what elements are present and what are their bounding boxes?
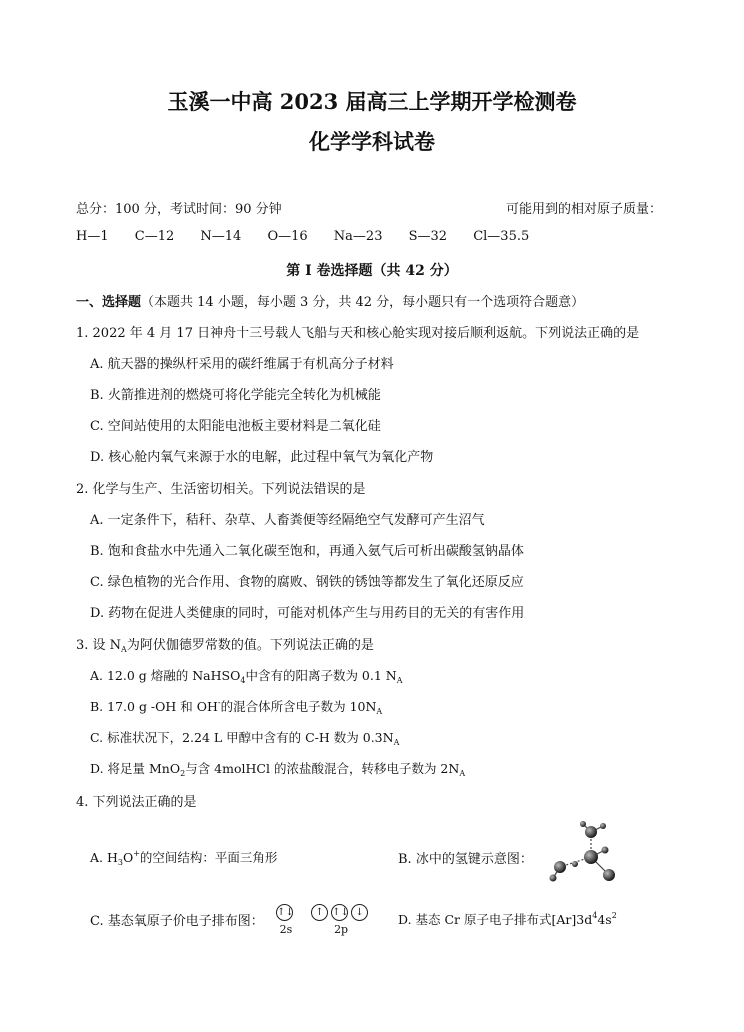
exam-total-info: 总分：100 分，考试时间：90 分钟 xyxy=(76,202,282,217)
q2-option-c: C. 绿色植物的光合作用、食物的腐败、钢铁的锈蚀等都发生了氧化还原反应 xyxy=(90,575,524,590)
q1-option-d: D. 核心舱内氧气来源于水的电解，此过程中氧气为氧化产物 xyxy=(90,450,434,465)
q2-option-d: D. 药物在促进人类健康的同时，可能对机体产生与用药目的无关的有害作用 xyxy=(90,606,525,621)
orbital-label: 2p xyxy=(334,923,349,936)
part-note: （本题共 14 小题，每小题 3 分，共 42 分，每小题只有一个选项符合题意） xyxy=(141,295,585,310)
q1-option-c: C. 空间站使用的太阳能电池板主要材料是二氧化硅 xyxy=(90,419,381,434)
element-item: Cl—35.5 xyxy=(473,229,530,244)
q4-option-b: B. 冰中的氢键示意图： xyxy=(398,852,533,867)
q3-option-c: C. 标准状况下，2.24 L 甲醇中含有的 C-H 数为 $0.3N_A$ xyxy=(90,730,400,747)
element-item: Na—23 xyxy=(333,229,383,244)
element-item: N—14 xyxy=(200,229,242,244)
orbital-2p xyxy=(311,900,371,936)
part-header xyxy=(76,291,584,310)
atomic-mass-label: 可能用到的相对原子质量： xyxy=(506,202,663,217)
orbital-2s xyxy=(276,900,296,936)
q3-stem: 3. 设 $N_A$为阿伏伽德罗常数的值。下列说法正确的是 xyxy=(76,638,374,654)
orbital-box: ↑ xyxy=(311,904,328,921)
q4-option-d: D. 基态 Cr 原子电子排布式$[Ar]3d^44s^2$ xyxy=(398,911,617,927)
part-label: 一、选择题 xyxy=(76,295,142,310)
element-list xyxy=(76,229,551,244)
ice-hydrogen-bond-diagram xyxy=(545,820,625,890)
q4-stem: 4. 下列说法正确的是 xyxy=(76,795,197,810)
q2-stem: 2. 化学与生产、生活密切相关。下列说法错误的是 xyxy=(76,482,366,497)
element-item: C—12 xyxy=(134,229,175,244)
section-heading: 第 I 卷选择题（共 42 分） xyxy=(286,263,458,279)
element-item: O—16 xyxy=(267,229,308,244)
q1-stem: 1. 2022 年 4 月 17 日神舟十三号载人飞船与天和核心舱实现对接后顺利返航。下列说法正确的是 xyxy=(76,326,640,341)
q2-option-a: A. 一定条件下，秸秆、杂草、人畜粪便等经隔绝空气发酵可产生沼气 xyxy=(90,513,485,528)
q4-option-c: C. 基态氧原子价电子排布图： xyxy=(90,914,264,929)
q2-option-b: B. 饱和食盐水中先通入二氧化碳至饱和，再通入氨气后可析出碳酸氢钠晶体 xyxy=(90,544,524,559)
orbital-box: ↑↓ xyxy=(276,904,293,921)
q1-option-a: A. 航天器的操纵杆采用的碳纤维属于有机高分子材料 xyxy=(90,357,394,372)
orbital-box: ↓ xyxy=(351,904,368,921)
q3-option-b: B. 17.0 g -OH 和 OH-的混合体所含电子数为 $10N_A$ xyxy=(90,698,383,716)
q4-option-a: A. $H_3O^+$的空间结构：平面三角形 xyxy=(90,849,278,867)
exam-title: 玉溪一中高 2023 届高三上学期开学检测卷 xyxy=(167,89,577,114)
element-item: H—1 xyxy=(76,229,109,244)
element-item: S—32 xyxy=(408,229,448,244)
orbital-diagram xyxy=(276,900,371,937)
orbital-box: ↑↓ xyxy=(331,904,348,921)
q3-option-d: D. 将足量 MnO$_2$与含 4molHCl 的浓盐酸混合，转移电子数为 $2N_A$ xyxy=(90,761,466,778)
orbital-label: 2s xyxy=(279,923,293,936)
q1-option-b: B. 火箭推进剂的燃烧可将化学能完全转化为机械能 xyxy=(90,388,381,403)
exam-subtitle: 化学学科试卷 xyxy=(309,129,435,154)
q3-option-a: A. 12.0 g 熔融的 NaHSO$_4$中含有的阳离子数为 0.1 $N_A$ xyxy=(90,668,403,685)
